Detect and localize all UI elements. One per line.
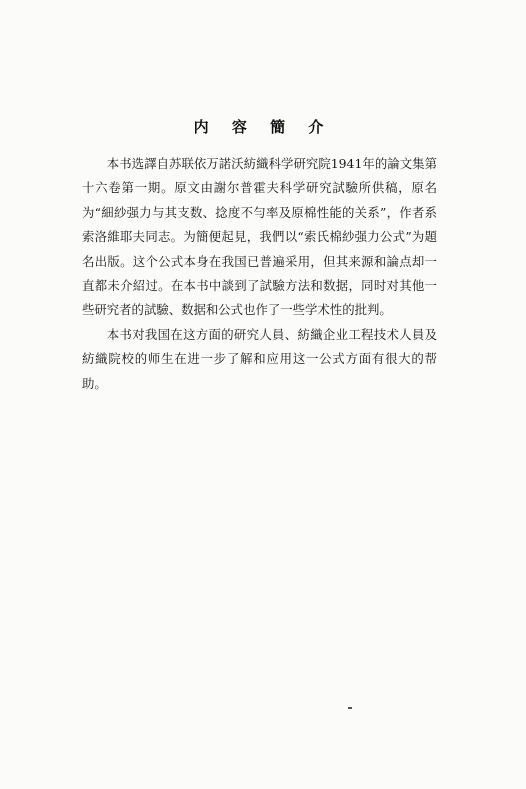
summary-paragraph-2: 本书对我国在这方面的研究人員、紡織企业工程技术人員及紡織院校的师生在进一步了解和应用这一公式方面有很大的帮助。 — [82, 326, 437, 391]
summary-body — [82, 152, 437, 396]
page-mark — [348, 707, 352, 709]
summary-paragraph-1: 本书选譯自苏联依万諾沃紡織科学研究院1941年的論文集第十六卷第一期。原文由謝尔普霍夫科学研究試驗所供稿，原名为“細紗强力与其支数、捻度不勻率及原棉性能的关系”，作者系索洛維耶夫同志。为簡便起見，我們以“索氏棉紗强力公式”为題名出版。这个公式本身在我国已普遍采用，但其来源和論点却一直都未介紹过。在本书中談到了試驗方法和数据，同时对其他一些研究者的試驗、数据和公式也作了一些学术性的批判。 — [82, 156, 437, 318]
section-title: 内 容 簡 介 — [193, 118, 333, 136]
